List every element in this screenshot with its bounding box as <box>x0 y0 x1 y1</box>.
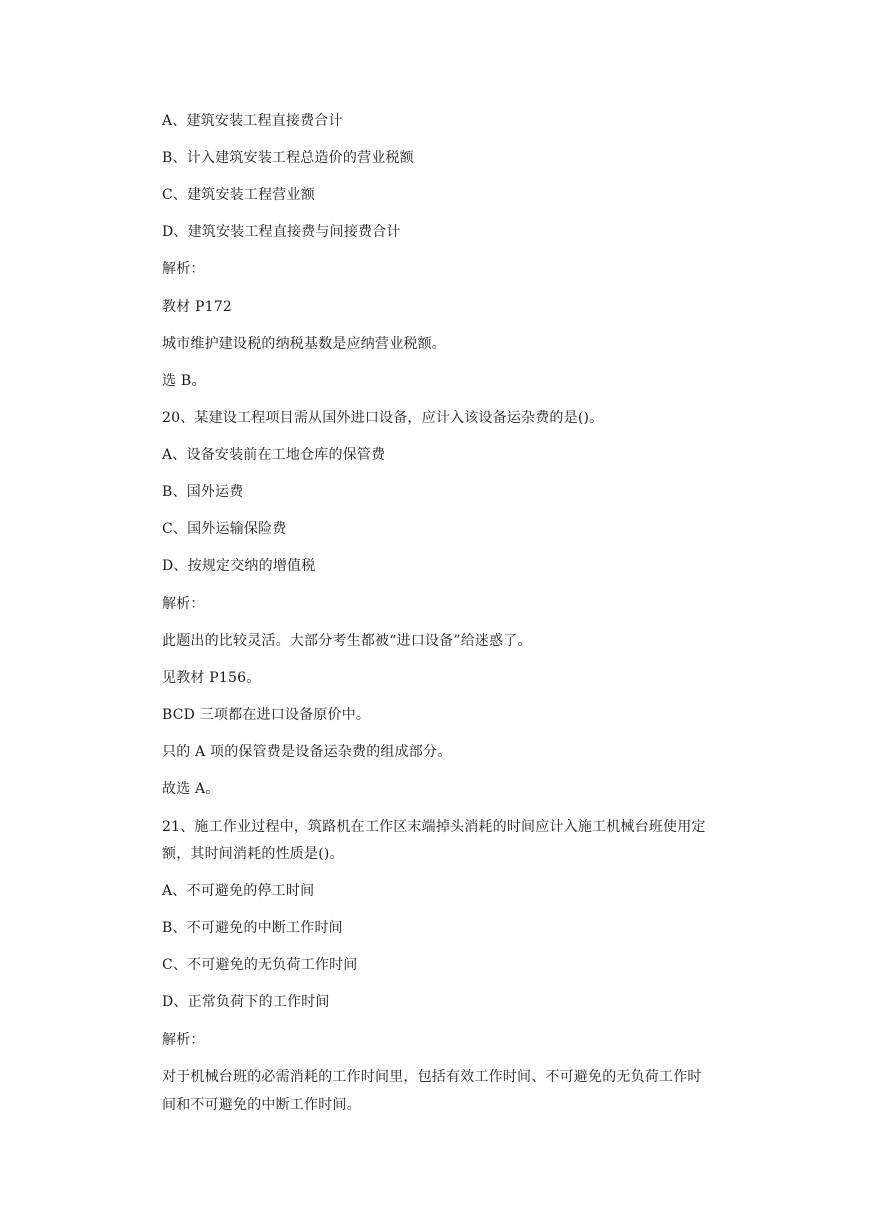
analysis-label: 解析： <box>162 261 205 277</box>
option-b: B、国外运费 <box>162 484 244 500</box>
option-b: B、不可避免的中断工作时间 <box>162 920 343 936</box>
question-21-line-1: 21、施工作业过程中，筑路机在工作区末端掉头消耗的时间应计入施工机械台班使用定 <box>162 819 706 835</box>
option-d: D、正常负荷下的工作时间 <box>162 994 330 1010</box>
option-a: A、建筑安装工程直接费合计 <box>162 113 343 129</box>
option-a: A、不可避免的停工时间 <box>162 883 315 899</box>
reference-line: 见教材 P156。 <box>162 670 261 686</box>
analysis-label: 解析： <box>162 1032 205 1048</box>
analysis-text-line-1: 对于机械台班的必需消耗的工作时间里，包括有效工作时间、不可避免的无负荷工作时 <box>162 1069 702 1085</box>
analysis-text-line-2: 间和不可避免的中断工作时间。 <box>162 1097 361 1113</box>
answer-line: 故选 A。 <box>162 781 220 797</box>
analysis-label: 解析： <box>162 596 205 612</box>
option-a: A、设备安装前在工地仓库的保管费 <box>162 447 386 463</box>
option-d: D、建筑安装工程直接费与间接费合计 <box>162 224 401 240</box>
question-21-line-2: 额，其时间消耗的性质是()。 <box>162 846 344 862</box>
option-d: D、按规定交纳的增值税 <box>162 558 316 574</box>
option-c: C、建筑安装工程营业额 <box>162 187 315 203</box>
option-b: B、计入建筑安装工程总造价的营业税额 <box>162 150 414 166</box>
analysis-text: 只的 A 项的保管费是设备运杂费的组成部分。 <box>162 744 452 760</box>
option-c: C、不可避免的无负荷工作时间 <box>162 957 358 973</box>
analysis-text: 此题出的比较灵活。大部分考生都被“进口设备”给迷惑了。 <box>162 633 532 649</box>
answer-line: 选 B。 <box>162 373 206 389</box>
analysis-text: 城市维护建设税的纳税基数是应纳营业税额。 <box>162 336 446 352</box>
question-20: 20、某建设工程项目需从国外进口设备，应计入该设备运杂费的是()。 <box>162 410 604 426</box>
analysis-text: BCD 三项都在进口设备原价中。 <box>162 707 371 723</box>
reference-line: 教材 P172 <box>162 299 232 315</box>
option-c: C、国外运输保险费 <box>162 521 287 537</box>
